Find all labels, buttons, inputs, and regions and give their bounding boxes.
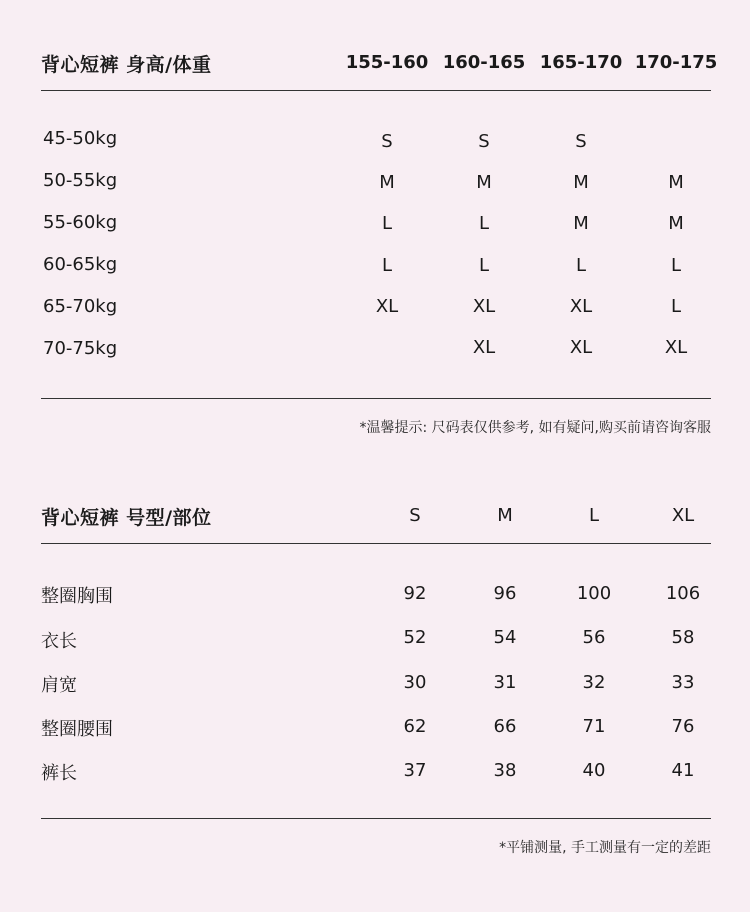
size-cell: L <box>575 255 587 276</box>
size-cell: L <box>381 255 393 276</box>
part-label: 裤长 <box>41 763 77 784</box>
measure-cell: 30 <box>403 672 427 693</box>
measurement-note: *平铺测量, 手工测量有一定的差距 <box>499 840 711 856</box>
size-cell: L <box>478 213 490 234</box>
size-cell: XL <box>375 296 399 317</box>
measure-cell: 58 <box>671 627 695 648</box>
measure-cell: 62 <box>403 716 427 737</box>
size-cell: S <box>575 131 587 152</box>
part-label: 整圈腰围 <box>41 719 113 740</box>
size-chart-note: *温馨提示: 尺码表仅供参考, 如有疑问,购买前请咨询客服 <box>359 420 711 436</box>
measurement-chart-title: 背心短裤 号型/部位 <box>41 507 212 529</box>
part-label: 整圈胸围 <box>41 586 113 607</box>
measure-cell: 40 <box>582 760 606 781</box>
height-header: 155-160 <box>345 52 429 73</box>
height-header: 165-170 <box>539 52 623 73</box>
table-bottom-divider <box>41 818 711 819</box>
size-header: M <box>497 505 513 526</box>
size-cell: XL <box>472 296 496 317</box>
part-label: 肩宽 <box>41 675 77 696</box>
measure-cell: 76 <box>671 716 695 737</box>
measure-cell: 32 <box>582 672 606 693</box>
size-cell: S <box>381 131 393 152</box>
size-header: S <box>409 505 421 526</box>
weight-label: 70-75kg <box>43 338 118 359</box>
measure-cell: 52 <box>403 627 427 648</box>
measure-cell: 41 <box>671 760 695 781</box>
size-cell: M <box>573 172 589 193</box>
size-cell: M <box>668 172 684 193</box>
part-label: 衣长 <box>41 631 77 652</box>
measure-cell: 38 <box>493 760 517 781</box>
measure-cell: 71 <box>582 716 606 737</box>
measure-cell: 96 <box>493 583 517 604</box>
weight-label: 45-50kg <box>43 128 118 149</box>
measure-cell: 66 <box>493 716 517 737</box>
size-cell: M <box>379 172 395 193</box>
measure-cell: 100 <box>576 583 612 604</box>
header-divider <box>41 543 711 544</box>
size-cell: L <box>381 213 393 234</box>
height-header: 170-175 <box>634 52 718 73</box>
size-cell: L <box>670 255 682 276</box>
header-divider <box>41 90 711 91</box>
measure-cell: 31 <box>493 672 517 693</box>
measure-cell: 106 <box>665 583 701 604</box>
size-cell: M <box>668 213 684 234</box>
weight-label: 50-55kg <box>43 170 118 191</box>
measure-cell: 56 <box>582 627 606 648</box>
size-header: XL <box>671 505 695 526</box>
table-bottom-divider <box>41 398 711 399</box>
measure-cell: 37 <box>403 760 427 781</box>
weight-label: 65-70kg <box>43 296 118 317</box>
size-cell: XL <box>569 296 593 317</box>
size-cell: XL <box>664 337 688 358</box>
size-cell: M <box>573 213 589 234</box>
measure-cell: 33 <box>671 672 695 693</box>
size-cell: XL <box>472 337 496 358</box>
size-cell: M <box>476 172 492 193</box>
size-cell: L <box>670 296 682 317</box>
measure-cell: 92 <box>403 583 427 604</box>
size-cell: S <box>478 131 490 152</box>
size-cell: XL <box>569 337 593 358</box>
size-header: L <box>588 505 600 526</box>
size-chart-title: 背心短裤 身高/体重 <box>41 54 212 76</box>
height-header: 160-165 <box>442 52 526 73</box>
weight-label: 55-60kg <box>43 212 118 233</box>
weight-label: 60-65kg <box>43 254 118 275</box>
size-cell: L <box>478 255 490 276</box>
measure-cell: 54 <box>493 627 517 648</box>
